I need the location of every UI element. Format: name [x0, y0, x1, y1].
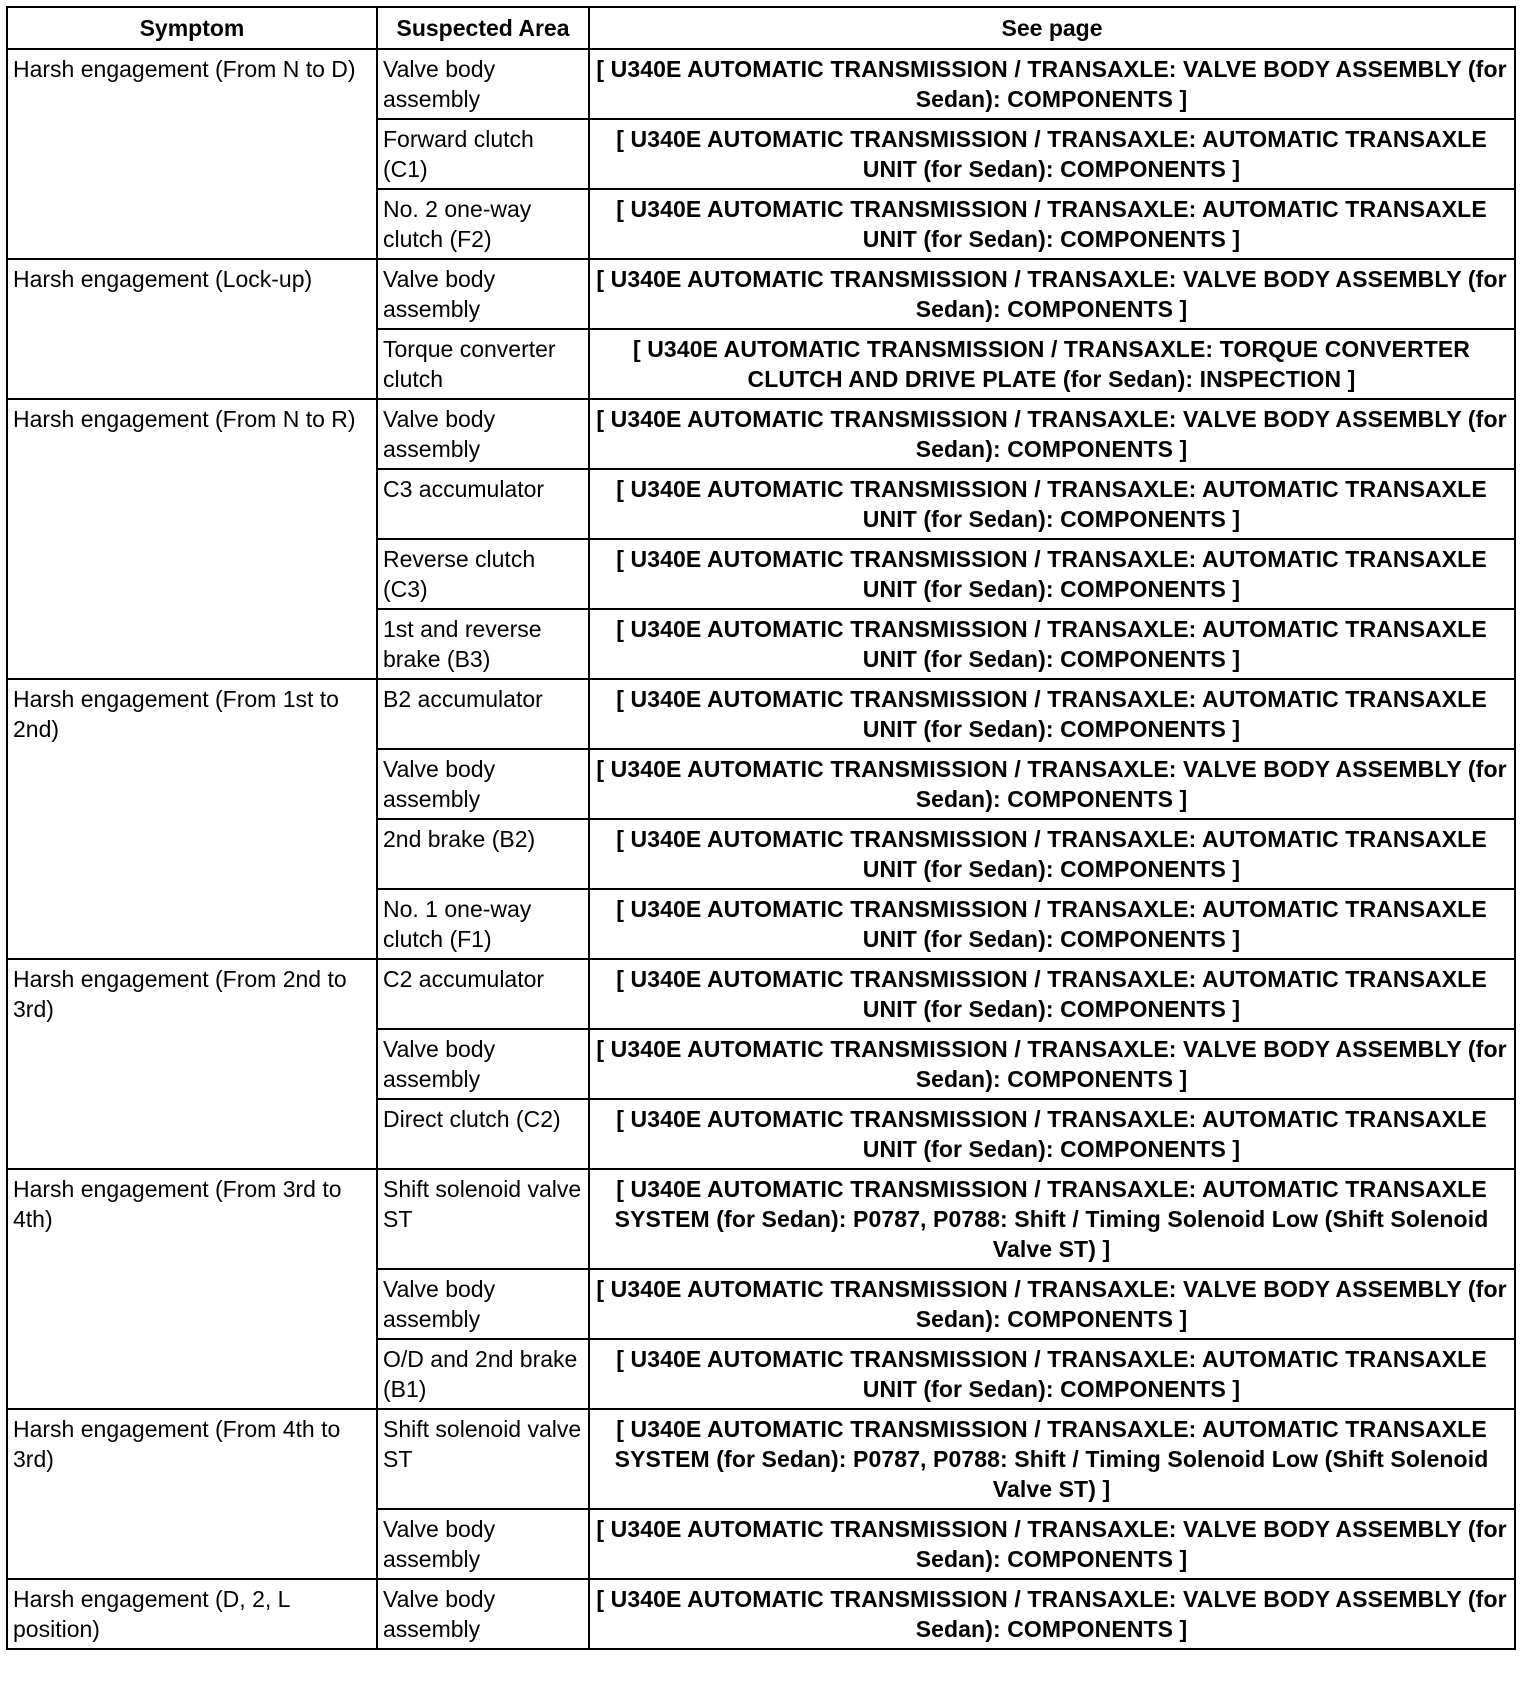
see-page-link[interactable]: [ U340E AUTOMATIC TRANSMISSION / TRANSAXLE: AUTOMATIC TRANSAXLE UNIT (for Sedan): COMPONENTS ] [589, 1099, 1515, 1169]
see-page-link[interactable]: [ U340E AUTOMATIC TRANSMISSION / TRANSAXLE: AUTOMATIC TRANSAXLE UNIT (for Sedan): COMPONENTS ] [589, 819, 1515, 889]
see-page-link[interactable]: [ U340E AUTOMATIC TRANSMISSION / TRANSAXLE: VALVE BODY ASSEMBLY (for Sedan): COMPONENTS ] [589, 1269, 1515, 1339]
suspected-area-cell: Shift solenoid valve ST [377, 1169, 589, 1269]
header-suspected-area: Suspected Area [377, 7, 589, 49]
see-page-link[interactable]: [ U340E AUTOMATIC TRANSMISSION / TRANSAXLE: AUTOMATIC TRANSAXLE UNIT (for Sedan): COMPONENTS ] [589, 889, 1515, 959]
table-row [7, 679, 1515, 749]
suspected-area-cell: Valve body assembly [377, 1029, 589, 1099]
see-page-link[interactable]: [ U340E AUTOMATIC TRANSMISSION / TRANSAXLE: AUTOMATIC TRANSAXLE SYSTEM (for Sedan): P0787, P0788: Shift / Timing Solenoid Low (Shift Solenoid Valve ST) ] [589, 1409, 1515, 1509]
symptom-cell: Harsh engagement (From 1st to 2nd) [7, 679, 377, 959]
suspected-area-cell: B2 accumulator [377, 679, 589, 749]
document-page [6, 6, 1514, 1650]
see-page-link[interactable]: [ U340E AUTOMATIC TRANSMISSION / TRANSAXLE: AUTOMATIC TRANSAXLE UNIT (for Sedan): COMPONENTS ] [589, 679, 1515, 749]
see-page-link[interactable]: [ U340E AUTOMATIC TRANSMISSION / TRANSAXLE: VALVE BODY ASSEMBLY (for Sedan): COMPONENTS ] [589, 1029, 1515, 1099]
symptom-cell: Harsh engagement (From N to R) [7, 399, 377, 679]
table-row [7, 259, 1515, 329]
symptom-cell: Harsh engagement (D, 2, L position) [7, 1579, 377, 1649]
suspected-area-cell: Valve body assembly [377, 1509, 589, 1579]
header-see-page: See page [589, 7, 1515, 49]
suspected-area-cell: C3 accumulator [377, 469, 589, 539]
suspected-area-cell: Reverse clutch (C3) [377, 539, 589, 609]
see-page-link[interactable]: [ U340E AUTOMATIC TRANSMISSION / TRANSAXLE: AUTOMATIC TRANSAXLE UNIT (for Sedan): COMPONENTS ] [589, 469, 1515, 539]
see-page-link[interactable]: [ U340E AUTOMATIC TRANSMISSION / TRANSAXLE: VALVE BODY ASSEMBLY (for Sedan): COMPONENTS ] [589, 49, 1515, 119]
suspected-area-cell: Direct clutch (C2) [377, 1099, 589, 1169]
table-row [7, 1409, 1515, 1509]
symptom-cell: Harsh engagement (From 2nd to 3rd) [7, 959, 377, 1169]
see-page-link[interactable]: [ U340E AUTOMATIC TRANSMISSION / TRANSAXLE: VALVE BODY ASSEMBLY (for Sedan): COMPONENTS ] [589, 259, 1515, 329]
table-row [7, 1169, 1515, 1269]
see-page-link[interactable]: [ U340E AUTOMATIC TRANSMISSION / TRANSAXLE: VALVE BODY ASSEMBLY (for Sedan): COMPONENTS ] [589, 399, 1515, 469]
see-page-link[interactable]: [ U340E AUTOMATIC TRANSMISSION / TRANSAXLE: VALVE BODY ASSEMBLY (for Sedan): COMPONENTS ] [589, 1579, 1515, 1649]
symptom-cell: Harsh engagement (From 4th to 3rd) [7, 1409, 377, 1579]
see-page-link[interactable]: [ U340E AUTOMATIC TRANSMISSION / TRANSAXLE: AUTOMATIC TRANSAXLE UNIT (for Sedan): COMPONENTS ] [589, 609, 1515, 679]
suspected-area-cell: Valve body assembly [377, 259, 589, 329]
table-header-row [7, 7, 1515, 49]
suspected-area-cell: C2 accumulator [377, 959, 589, 1029]
suspected-area-cell: Valve body assembly [377, 1579, 589, 1649]
suspected-area-cell: Torque converter clutch [377, 329, 589, 399]
suspected-area-cell: Valve body assembly [377, 399, 589, 469]
table-row [7, 1579, 1515, 1649]
suspected-area-cell: Valve body assembly [377, 49, 589, 119]
suspected-area-cell: No. 2 one-way clutch (F2) [377, 189, 589, 259]
symptom-cell: Harsh engagement (From 3rd to 4th) [7, 1169, 377, 1409]
see-page-link[interactable]: [ U340E AUTOMATIC TRANSMISSION / TRANSAXLE: AUTOMATIC TRANSAXLE UNIT (for Sedan): COMPONENTS ] [589, 539, 1515, 609]
table-body [7, 49, 1515, 1649]
symptom-cell: Harsh engagement (From N to D) [7, 49, 377, 259]
suspected-area-cell: Valve body assembly [377, 1269, 589, 1339]
suspected-area-cell: O/D and 2nd brake (B1) [377, 1339, 589, 1409]
table-row [7, 399, 1515, 469]
suspected-area-cell: No. 1 one-way clutch (F1) [377, 889, 589, 959]
see-page-link[interactable]: [ U340E AUTOMATIC TRANSMISSION / TRANSAXLE: TORQUE CONVERTER CLUTCH AND DRIVE PLATE (for Sedan): INSPECTION ] [589, 329, 1515, 399]
see-page-link[interactable]: [ U340E AUTOMATIC TRANSMISSION / TRANSAXLE: AUTOMATIC TRANSAXLE SYSTEM (for Sedan): P0787, P0788: Shift / Timing Solenoid Low (Shift Solenoid Valve ST) ] [589, 1169, 1515, 1269]
see-page-link[interactable]: [ U340E AUTOMATIC TRANSMISSION / TRANSAXLE: VALVE BODY ASSEMBLY (for Sedan): COMPONENTS ] [589, 749, 1515, 819]
see-page-link[interactable]: [ U340E AUTOMATIC TRANSMISSION / TRANSAXLE: VALVE BODY ASSEMBLY (for Sedan): COMPONENTS ] [589, 1509, 1515, 1579]
suspected-area-cell: Forward clutch (C1) [377, 119, 589, 189]
see-page-link[interactable]: [ U340E AUTOMATIC TRANSMISSION / TRANSAXLE: AUTOMATIC TRANSAXLE UNIT (for Sedan): COMPONENTS ] [589, 1339, 1515, 1409]
suspected-area-cell: Shift solenoid valve ST [377, 1409, 589, 1509]
suspected-area-cell: 2nd brake (B2) [377, 819, 589, 889]
suspected-area-cell: Valve body assembly [377, 749, 589, 819]
see-page-link[interactable]: [ U340E AUTOMATIC TRANSMISSION / TRANSAXLE: AUTOMATIC TRANSAXLE UNIT (for Sedan): COMPONENTS ] [589, 119, 1515, 189]
table-row [7, 49, 1515, 119]
symptom-cell: Harsh engagement (Lock-up) [7, 259, 377, 399]
table-row [7, 959, 1515, 1029]
see-page-link[interactable]: [ U340E AUTOMATIC TRANSMISSION / TRANSAXLE: AUTOMATIC TRANSAXLE UNIT (for Sedan): COMPONENTS ] [589, 959, 1515, 1029]
header-symptom: Symptom [7, 7, 377, 49]
symptom-table [6, 6, 1516, 1650]
suspected-area-cell: 1st and reverse brake (B3) [377, 609, 589, 679]
see-page-link[interactable]: [ U340E AUTOMATIC TRANSMISSION / TRANSAXLE: AUTOMATIC TRANSAXLE UNIT (for Sedan): COMPONENTS ] [589, 189, 1515, 259]
